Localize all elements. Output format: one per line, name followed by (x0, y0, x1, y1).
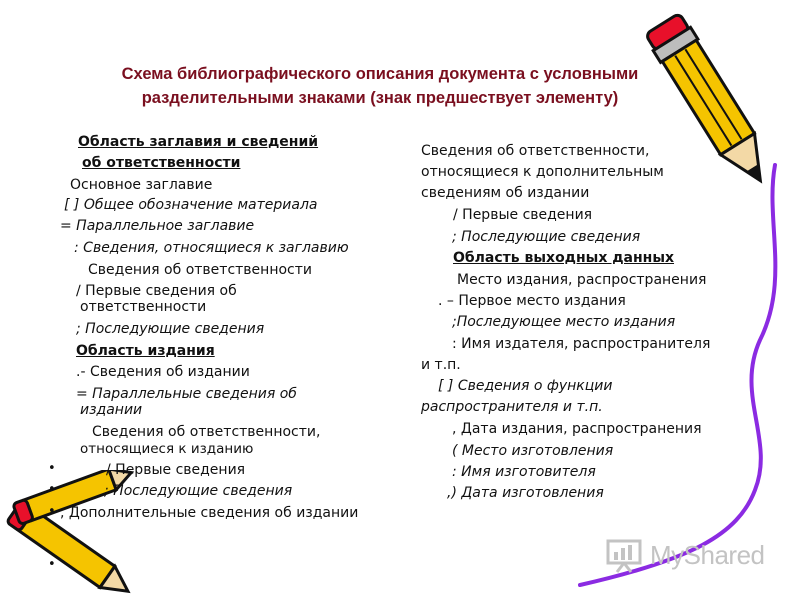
parallel-title-item: = Параллельное заглавие (60, 218, 255, 234)
publication-area-heading: Область выходных данных (453, 250, 675, 266)
first-place-item: . – Первое место издания (438, 293, 626, 309)
list-bullet: • (48, 557, 56, 572)
additional-responsibility-line-1: Сведения об ответственности, (421, 143, 650, 159)
title-line-1: Схема библиографического описания документа с условными (121, 65, 639, 83)
additional-responsibility-line-3: сведениям об издании (421, 185, 590, 201)
additional-edition-item: , Дополнительные сведения об издании (60, 505, 359, 521)
publisher-item-line-2: и т.п. (421, 357, 461, 373)
presentation-board-icon (605, 538, 645, 574)
subsequent-responsibility-item: ; Последующие сведения (76, 321, 265, 337)
responsibility-statement-item: Сведения об ответственности (88, 262, 312, 278)
date-of-manufacture-item: ,) Дата изготовления (447, 485, 604, 501)
list-bullet: • (48, 482, 56, 497)
edition-first-info-item: / Первые сведения (106, 462, 246, 478)
additional-responsibility-line-2: относящиеся к дополнительным (421, 164, 664, 180)
distributor-function-item-line-2: распространителя и т.п. (421, 399, 603, 415)
first-info-item: / Первые сведения (453, 207, 593, 223)
first-responsibility-item-line-2: ответственности (80, 299, 207, 315)
title-line-2: разделительными знаками (знак предшествует элементу) (141, 89, 619, 107)
page-title (60, 62, 700, 110)
general-material-item: [ ] Общее обозначение материала (64, 197, 318, 213)
edition-responsibility-item-line-2: относящиеся к изданию (80, 441, 254, 457)
publisher-item-line-1: : Имя издателя, распространителя (452, 336, 711, 352)
other-title-info-item: : Сведения, относящиеся к заглавию (74, 240, 349, 256)
edition-statement-item: .- Сведения об издании (76, 364, 250, 380)
date-of-publication-item: , Дата издания, распространения (452, 421, 702, 437)
edition-area-heading: Область издания (76, 343, 215, 359)
title-area-heading-line-2: об ответственности (82, 155, 241, 171)
edition-responsibility-item-line-1: Сведения об ответственности, (92, 424, 321, 440)
parallel-edition-item-line-2: издании (80, 402, 143, 418)
manufacturer-name-item: : Имя изготовителя (452, 464, 596, 480)
parallel-edition-item-line-1: = Параллельные сведения об (76, 386, 297, 402)
list-bullet: • (48, 504, 56, 519)
subsequent-place-item: ;Последующее место издания (452, 314, 676, 330)
place-of-publication-item: Место издания, распространения (457, 272, 707, 288)
title-area-heading-line-1: Область заглавия и сведений (78, 134, 319, 150)
watermark-text: MyShared (650, 540, 765, 570)
edition-subsequent-info-item: ; Последующие сведения (104, 483, 293, 499)
main-title-item: Основное заглавие (70, 177, 213, 193)
first-responsibility-item-line-1: ∕ Первые сведения об (76, 283, 237, 299)
subsequent-info-item: ; Последующие сведения (452, 229, 641, 245)
place-of-manufacture-item: ( Место изготовления (452, 443, 614, 459)
distributor-function-item-line-1: [ ] Сведения о функции (438, 378, 613, 394)
list-bullet: • (48, 461, 56, 476)
